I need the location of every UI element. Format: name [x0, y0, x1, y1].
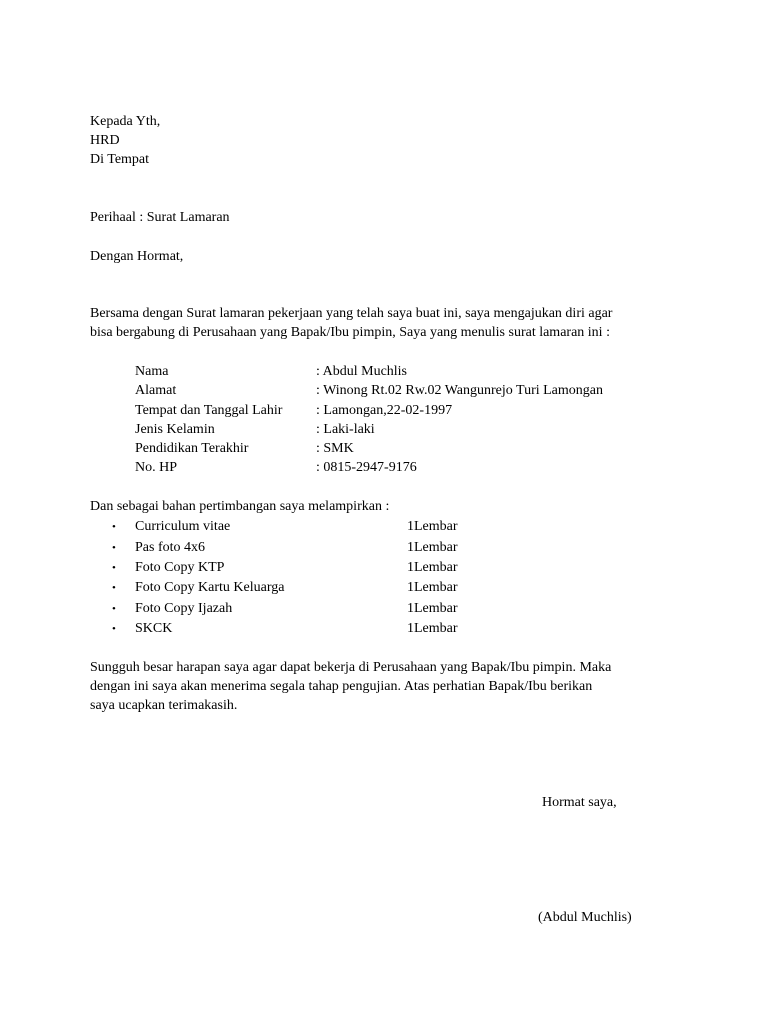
- attachment-item: Curriculum vitae: [135, 519, 231, 534]
- signoff: Hormat saya,: [542, 795, 617, 810]
- attachment-item: Pas foto 4x6: [135, 540, 205, 555]
- closing-line-3: saya ucapkan terimakasih.: [90, 698, 238, 713]
- detail-label: Jenis Kelamin: [135, 422, 215, 437]
- detail-value: : Laki-laki: [316, 422, 375, 437]
- detail-label: Pendidikan Terakhir: [135, 441, 249, 456]
- detail-label: No. HP: [135, 460, 178, 475]
- signature-name: (Abdul Muchlis): [538, 910, 632, 925]
- attachment-qty: 1Lembar: [407, 621, 458, 636]
- detail-value: : Winong Rt.02 Rw.02 Wangunrejo Turi Lamongan: [316, 383, 603, 398]
- attachment-qty: 1Lembar: [407, 519, 458, 534]
- greeting: Dengan Hormat,: [90, 249, 184, 264]
- closing-line-2: dengan ini saya akan menerima segala tahap pengujian. Atas perhatian Bapak/Ibu berikan: [90, 679, 593, 694]
- attachment-item: Foto Copy Ijazah: [135, 601, 233, 616]
- intro-line-2: bisa bergabung di Perusahaan yang Bapak/Ibu pimpin, Saya yang menulis surat lamaran ini :: [90, 325, 610, 340]
- bullet-icon: •: [112, 562, 116, 574]
- detail-value: : Abdul Muchlis: [316, 364, 408, 379]
- attachment-qty: 1Lembar: [407, 601, 458, 616]
- bullet-icon: •: [112, 542, 116, 554]
- attachment-qty: 1Lembar: [407, 580, 458, 595]
- detail-value: : SMK: [316, 441, 354, 456]
- closing-line-1: Sungguh besar harapan saya agar dapat bekerja di Perusahaan yang Bapak/Ibu pimpin. Maka: [90, 660, 612, 675]
- subject-line: Perihaal : Surat Lamaran: [90, 210, 230, 225]
- detail-value: : Lamongan,22-02-1997: [316, 403, 453, 418]
- attachment-qty: 1Lembar: [407, 540, 458, 555]
- attachment-item: Foto Copy Kartu Keluarga: [135, 580, 285, 595]
- detail-value: : 0815-2947-9176: [316, 460, 417, 475]
- attachments-intro: Dan sebagai bahan pertimbangan saya melampirkan :: [90, 499, 390, 514]
- bullet-icon: •: [112, 521, 116, 533]
- attachment-item: Foto Copy KTP: [135, 560, 225, 575]
- detail-label: Alamat: [135, 383, 177, 398]
- bullet-icon: •: [112, 623, 116, 635]
- attachment-qty: 1Lembar: [407, 560, 458, 575]
- bullet-icon: •: [112, 603, 116, 615]
- bullet-icon: •: [112, 582, 116, 594]
- recipient-line-2: HRD: [90, 133, 120, 148]
- attachment-item: SKCK: [135, 621, 173, 636]
- detail-label: Nama: [135, 364, 169, 379]
- recipient-line-1: Kepada Yth,: [90, 114, 161, 129]
- recipient-line-3: Di Tempat: [90, 152, 150, 167]
- detail-label: Tempat dan Tanggal Lahir: [135, 403, 283, 418]
- intro-line-1: Bersama dengan Surat lamaran pekerjaan yang telah saya buat ini, saya mengajukan diri agar: [90, 306, 613, 321]
